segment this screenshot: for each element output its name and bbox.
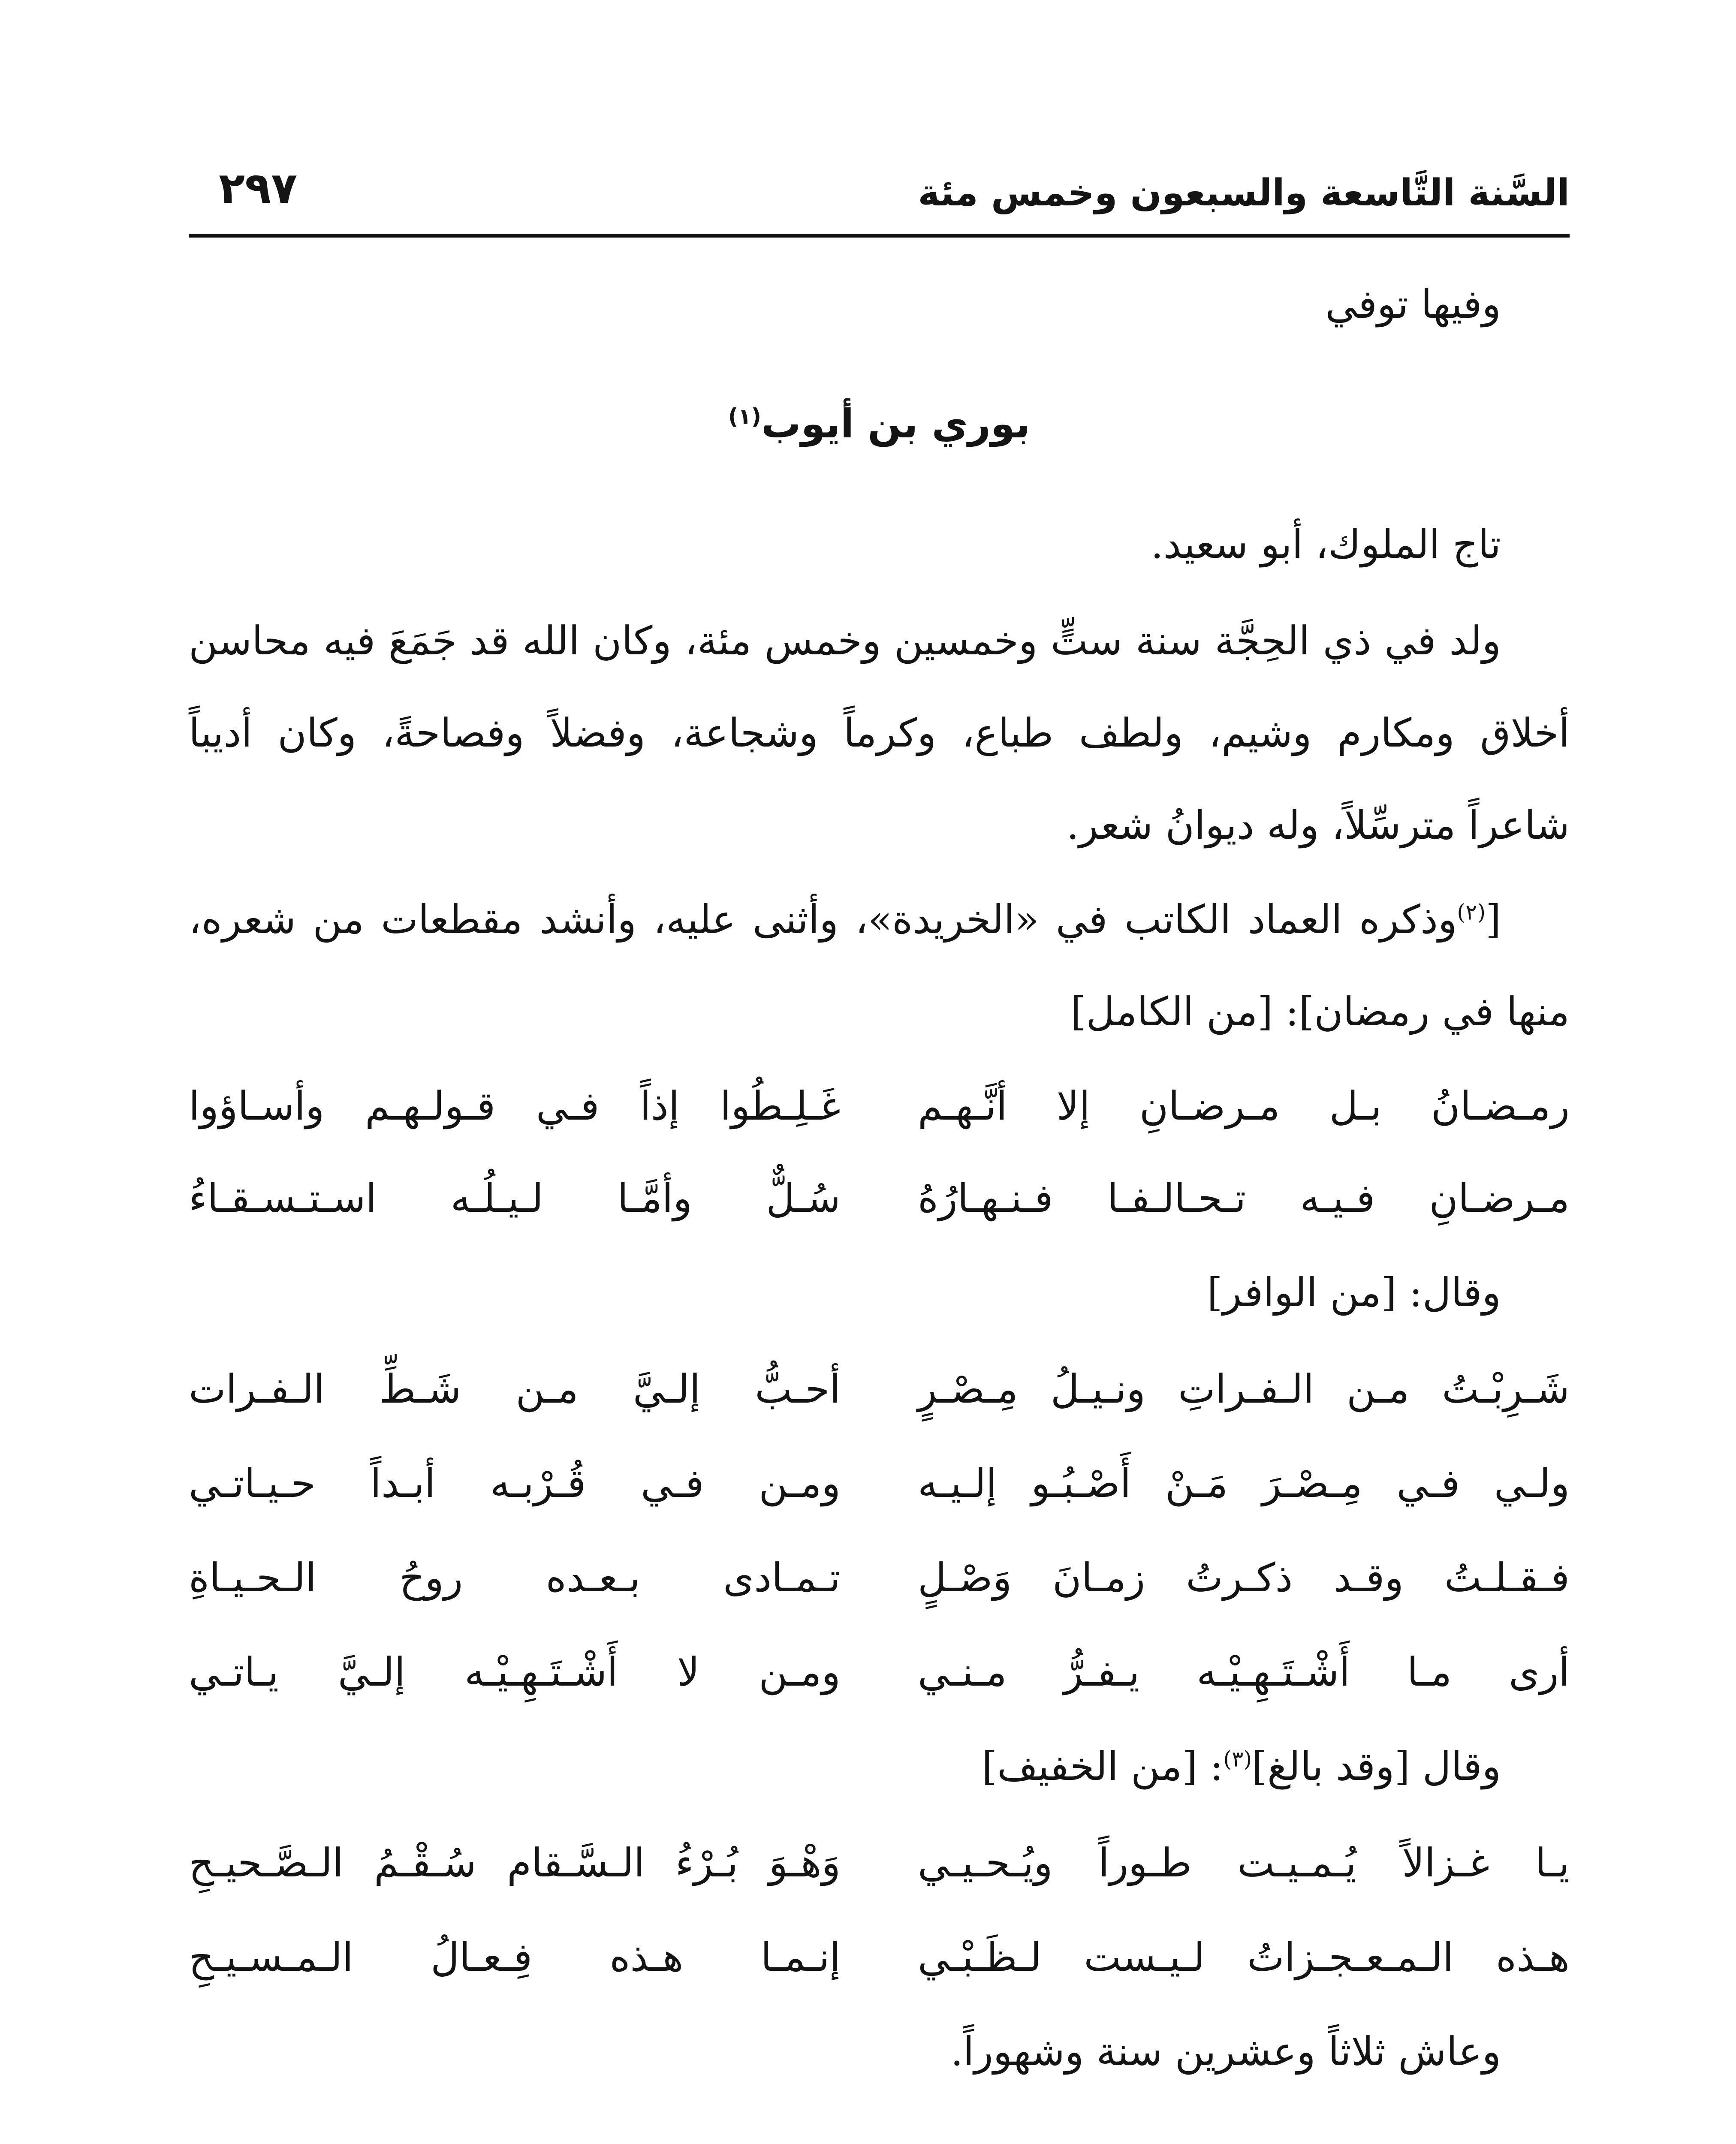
intro-text: وفيها توفي [1325, 281, 1501, 327]
poem-verse [189, 1175, 1570, 1231]
verse-second-hemistich: ومـن فـي قُـرْبـه أبـداً حـيـاتـي [189, 1460, 841, 1506]
verse-second-hemistich: إنـمـا هـذه فِـعـالُ الـمـسـيـحِ [189, 1934, 841, 1980]
header-rule [189, 234, 1570, 238]
verse-second-hemistich: أحـبُّ إلـيَّ مـن شَـطِّ الـفـرات [189, 1366, 841, 1412]
verse-second-hemistich: ومـن لا أَشْـتَـهِـيْـه إلـيَّ يـاتـي [189, 1649, 841, 1695]
verse-first-hemistich: شَـرِبْـتُ مـن الـفـراتِ ونـيـلُ مِـصْـرٍ [918, 1366, 1570, 1412]
verse-second-hemistich: سُـلٌّ وأمَّـا لـيـلُـه اسـتـسـقـاءُ [189, 1175, 841, 1221]
verse-first-hemistich: هـذه الـمـعـجـزاتُ لـيـست لـظَـبْـي [918, 1934, 1570, 1980]
page-number: ٢٩٧ [219, 163, 298, 213]
footnote-ref-1: (١) [728, 404, 762, 429]
bracket-open: [ [1486, 897, 1501, 943]
poem-verse [189, 1460, 1570, 1516]
verse-first-hemistich: مـرضـانِ فـيـه تـحـالـفـا فـنـهـارُهُ [918, 1175, 1570, 1221]
poem-verse [189, 1840, 1570, 1895]
paragraph-line: شاعراً مترسِّلاً، وله ديوانُ شعر. [1066, 802, 1570, 848]
verse-second-hemistich: تـمـادى بـعـده روحُ الـحـيـاةِ [189, 1555, 841, 1601]
poem-verse [189, 1083, 1570, 1138]
verse-first-hemistich: يـا غـزالاً يُـمـيـت طـوراً ويُـحـيـي [918, 1840, 1570, 1886]
verse-second-hemistich: وَهْـوَ بُـرْءُ الـسَّـقام سُـقْـمُ الـصَّـحيـحِ [189, 1840, 841, 1886]
poem-verse [189, 1934, 1570, 1990]
poem-verse [189, 1649, 1570, 1704]
paragraph-line: ولد في ذي الحِجَّة سنة ستٍّ وخمسين وخمس مئة، وكان الله قد جَمَعَ فيه محاسن [189, 618, 1501, 664]
verse-first-hemistich: رمـضـانُ بـل مـرضـانِ إلا أنَّـهـم [918, 1083, 1570, 1129]
footnote-ref-3: (٣) [1223, 1746, 1252, 1772]
paragraph-line [189, 896, 1501, 943]
paragraph-line: أخلاق ومكارم وشيم، ولطف طباع، وكرماً وشجاعة، وفضلاً وفصاحةً، وكان أديباً [189, 710, 1570, 756]
footnote-ref-2: (٢) [1457, 899, 1486, 925]
closing-line: وعاش ثلاثاً وعشرين سنة وشهوراً. [950, 2029, 1501, 2075]
verse-intro-text: وقال [وقد بالغ] [1252, 1744, 1501, 1789]
verse-intro: وقال: [من الوافر] [1207, 1270, 1501, 1316]
verse-intro [982, 1743, 1501, 1790]
verse-intro-meter: : [من الخفيف] [982, 1744, 1224, 1789]
running-header [189, 163, 1570, 227]
verse-first-hemistich: ولـي فـي مِـصْـرَ مَـنْ أَصْـبُـو إلـيـه [918, 1460, 1570, 1506]
paragraph-line: منها في رمضان]: [من الكامل] [1070, 989, 1570, 1035]
book-page [189, 0, 1570, 2144]
poem-verse [189, 1554, 1570, 1610]
running-header-title: السَّنة التَّاسعة والسبعون وخمس مئة [918, 172, 1570, 214]
entry-heading-text: بوري بن أيوب [761, 401, 1031, 447]
verse-first-hemistich: أرى مـا أَشْـتَـهِـيْـه يـفـرُّ مـنـي [918, 1649, 1570, 1695]
entry-heading [189, 401, 1570, 447]
verse-second-hemistich: غَـلِـطُوا إذاً فـي قـولـهـم وأسـاؤوا [189, 1083, 841, 1129]
paragraph-name: تاج الملوك، أبو سعيد. [1151, 521, 1501, 567]
poem-verse [189, 1366, 1570, 1421]
verse-first-hemistich: فـقـلـتُ وقـد ذكـرتُ زمـانَ وَصْـلٍ [918, 1555, 1570, 1601]
paragraph-text: وذكره العماد الكاتب في «الخريدة»، وأثنى عليه، وأنشد مقطعات من شعره، [189, 897, 1457, 943]
